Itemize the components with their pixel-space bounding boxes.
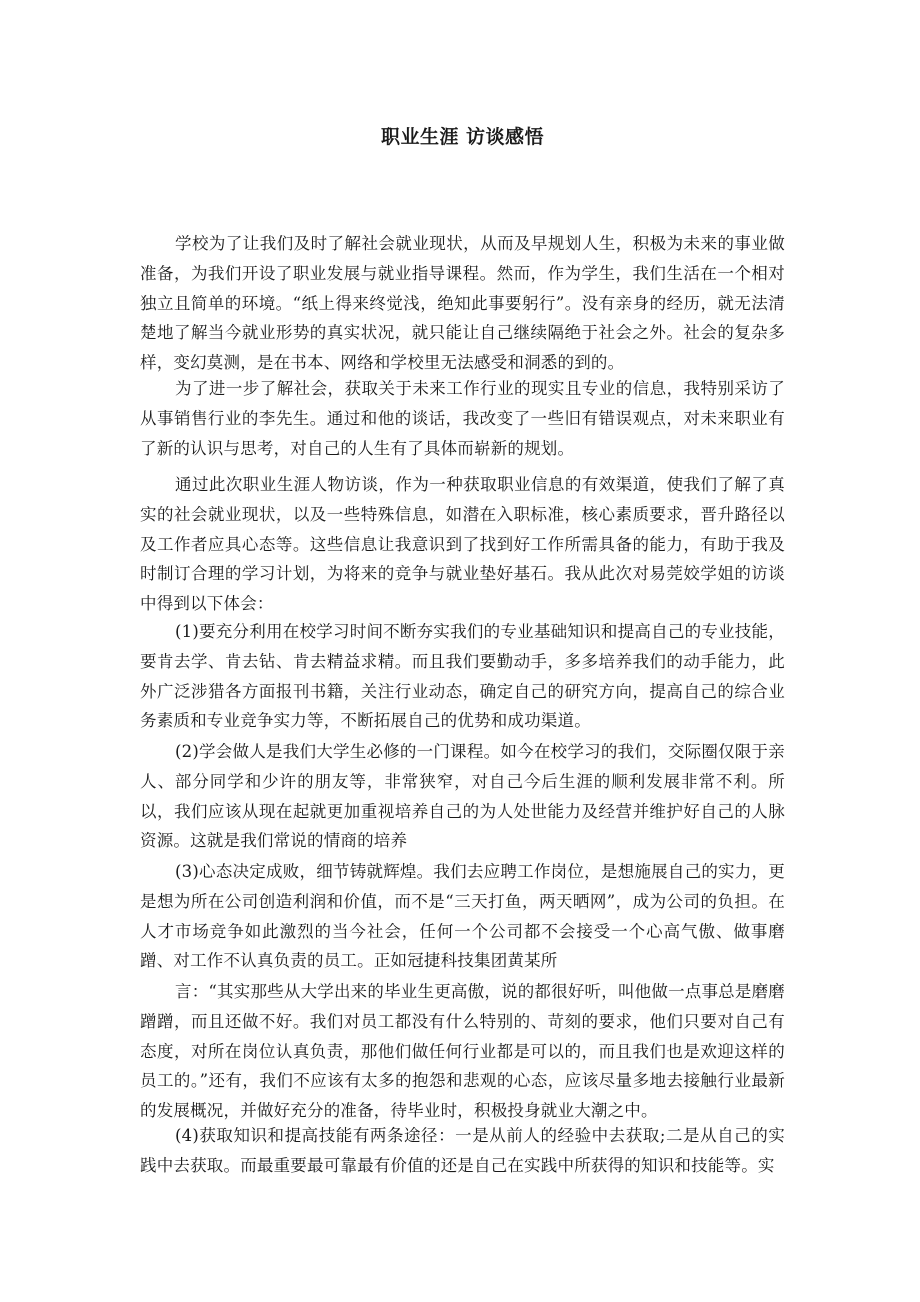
- paragraph-point-2: (2)学会做人是我们大学生必修的一门课程。如今在校学习的我们，交际圈仅限于亲人、部分同学和少许的朋友等，非常狭窄，对自己今后生涯的顺利发展非常不利。所以，我们应该从现在起就更加重视培养自己的为人处世能力及经营并维护好自己的人脉资源。这就是我们常说的情商的培养: [140, 742, 785, 851]
- paragraph-interview-benefits: 通过此次职业生涯人物访谈，作为一种获取职业信息的有效渠道，使我们了解了真实的社会就业现状，以及一些特殊信息，如潜在入职标准，核心素质要求，晋升路径以及工作者应具心态等。这些信息让我意识到了找到好工作所需具备的能力，有助于我及时制订合理的学习计划，为将来的竞争与就业垫好基石。我从此次对易莞姣学姐的访谈中得到以下体会：: [140, 475, 785, 614]
- paragraph-point-1: (1)要充分利用在校学习时间不断夯实我们的专业基础知识和提高自己的专业技能，要肯去学、肯去钻、肯去精益求精。而且我们要勤动手，多多培养我们的动手能力，此外广泛涉猎各方面报刊书籍，关注行业动态，确定自己的研究方向，提高自己的综合业务素质和专业竞争实力等，不断拓展自己的优势和成功渠道。: [140, 622, 785, 731]
- paragraph-interview-purpose: 为了进一步了解社会，获取关于未来工作行业的现实且专业的信息，我特别采访了从事销售行业的李先生。通过和他的谈话，我改变了一些旧有错误观点，对未来职业有了新的认识与思考，对自己的人生有了具体而崭新的规划。: [140, 379, 785, 458]
- paragraph-point-3: (3)心态决定成败，细节铸就辉煌。我们去应聘工作岗位，是想施展自己的实力，更是想为所在公司创造利润和价值，而不是“三天打鱼，两天晒网”，成为公司的负担。在人才市场竞争如此激烈的当今社会，任何一个公司都不会接受一个心高气傲、做事磨蹭、对工作不认真负责的员工。正如冠捷科技集团黄某所: [140, 862, 785, 971]
- paragraph-point-4: (4)获取知识和提高技能有两条途径：一是从前人的经验中去获取;二是从自己的实践中去获取。而最重要最可靠最有价值的还是自己在实践中所获得的知识和技能等。实: [140, 1126, 785, 1175]
- document-title: 职业生涯 访谈感悟: [380, 126, 545, 148]
- paragraph-intro: 学校为了让我们及时了解社会就业现状，从而及早规划人生，积极为未来的事业做准备，为我们开设了职业发展与就业指导课程。然而，作为学生，我们生活在一个相对独立且简单的环境。“纸上得来终觉浅，绝知此事要躬行”。没有亲身的经历，就无法清楚地了解当今就业形势的真实状况，就只能让自己继续隔绝于社会之外。社会的复杂多样，变幻莫测，是在书本、网络和学校里无法感受和洞悉的到的。: [140, 234, 785, 373]
- paragraph-quote: 言：“其实那些从大学出来的毕业生更高傲，说的都很好听，叫他做一点事总是磨磨蹭蹭，而且还做不好。我们对员工都没有什么特别的、苛刻的要求，他们只要对自己有态度，对所在岗位认真负责，那他们做任何行业都是可以的，而且我们也是欢迎这样的员工的。”还有，我们不应该有太多的抱怨和悲观的心态，应该尽量多地去接触行业最新的发展概况，并做好充分的准备，待毕业时，积极投身就业大潮之中。: [140, 982, 785, 1121]
